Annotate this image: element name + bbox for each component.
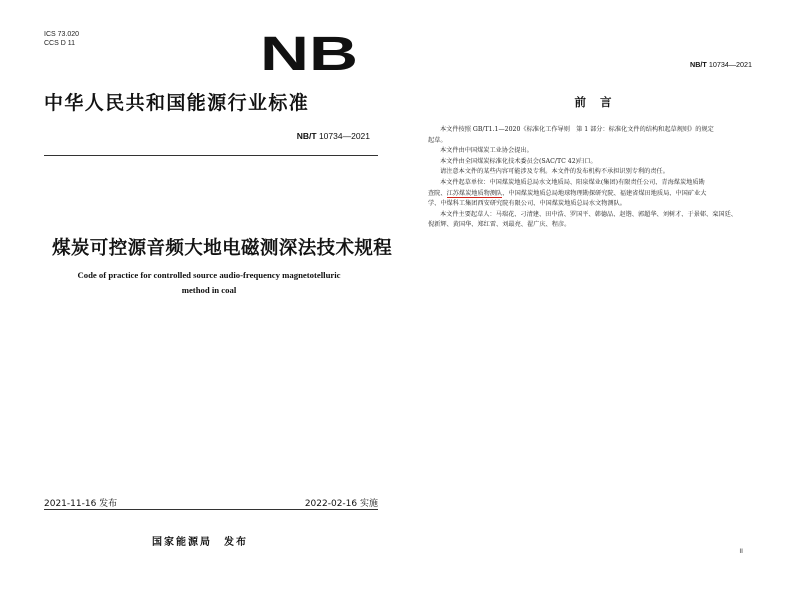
paragraph-5-line2-post: 、中国煤炭地质总局地球物理勘探研究院、福建省煤田地质局、中国矿业大 (502, 189, 707, 197)
bottom-divider (44, 509, 378, 510)
document-title-cn: 煤炭可控源音频大地电磁测深法技术规程 (52, 238, 393, 259)
paragraph-3: 本文件由全国煤炭标准化技术委员会(SAC/TC 42)归口。 (440, 157, 597, 165)
issuer (0, 533, 400, 548)
standard-number-value: 10734—2021 (318, 131, 370, 141)
top-divider (44, 155, 378, 156)
classification-codes (44, 30, 79, 48)
running-header-number: 10734—2021 (708, 60, 752, 69)
document-title-en-line1: Code of practice for controlled source audio-frequency magnetotelluric (77, 270, 341, 280)
page-number: II (739, 548, 743, 555)
paragraph-2: 本文件由中国煤炭工业协会提出。 (440, 147, 533, 155)
issue-date: 2021-11-16 发布 (44, 499, 118, 509)
ics-code: ICS 73.020 (44, 31, 80, 38)
standard-category-title: 中华人民共和国能源行业标准 (44, 92, 310, 114)
paragraph-5-line2 (428, 189, 758, 200)
paragraph-5-line2-pre: 查院、 (428, 189, 447, 197)
implementation-date: 2022-02-16 实施 (304, 499, 378, 509)
preface-title: 前言 (574, 95, 626, 109)
paragraph-6-line1: 本文件主要起草人：马瑞花、刁清建、田中浩、罗国平、韩德品、赵锴、郭超华、刘树才、于景邨、栾国廷、 (440, 210, 737, 218)
svg-text:NB: NB (260, 30, 358, 74)
foreword-body (428, 125, 758, 231)
running-header-prefix: NB/T (690, 60, 707, 69)
issuer-action: 发布 (224, 537, 248, 548)
standard-number (297, 131, 370, 141)
document-title-en-line2: method in coal (181, 285, 237, 295)
standard-prefix: NB/T (296, 131, 317, 141)
paragraph-1-line2: 起草。 (428, 136, 447, 144)
paragraph-5-line1: 本文件起草单位：中国煤炭地质总局水文地质局、阳泉煤业(集团)有限责任公司、青海煤炭地质勘 (440, 178, 705, 186)
highlighted-unit: 江苏煤炭地质物测队 (446, 189, 503, 197)
paragraph-6-line2: 倪新辉、黄国华、郑红雷、刘最亮、翟广庆、程彦。 (428, 221, 571, 229)
paragraph-1-line1: 本文件按照 GB/T1.1—2020《标准化工作导则 第 1 部分：标准化文件的结构和起草规则》的规定 (440, 126, 714, 133)
ccs-code: CCS D 11 (44, 40, 75, 47)
paragraph-5-line3: 学、中煤科工集团西安研究院有限公司、中国煤炭地质总局水文物测队。 (428, 200, 626, 208)
nb-logo (258, 30, 360, 74)
paragraph-4: 请注意本文件的某些内容可能涉及专利。本文件的发布机构不承担识别专利的责任。 (440, 168, 669, 176)
foreword-page (400, 0, 800, 600)
issuer-name: 国家能源局 (152, 537, 212, 548)
running-header-standard-number (690, 60, 752, 69)
